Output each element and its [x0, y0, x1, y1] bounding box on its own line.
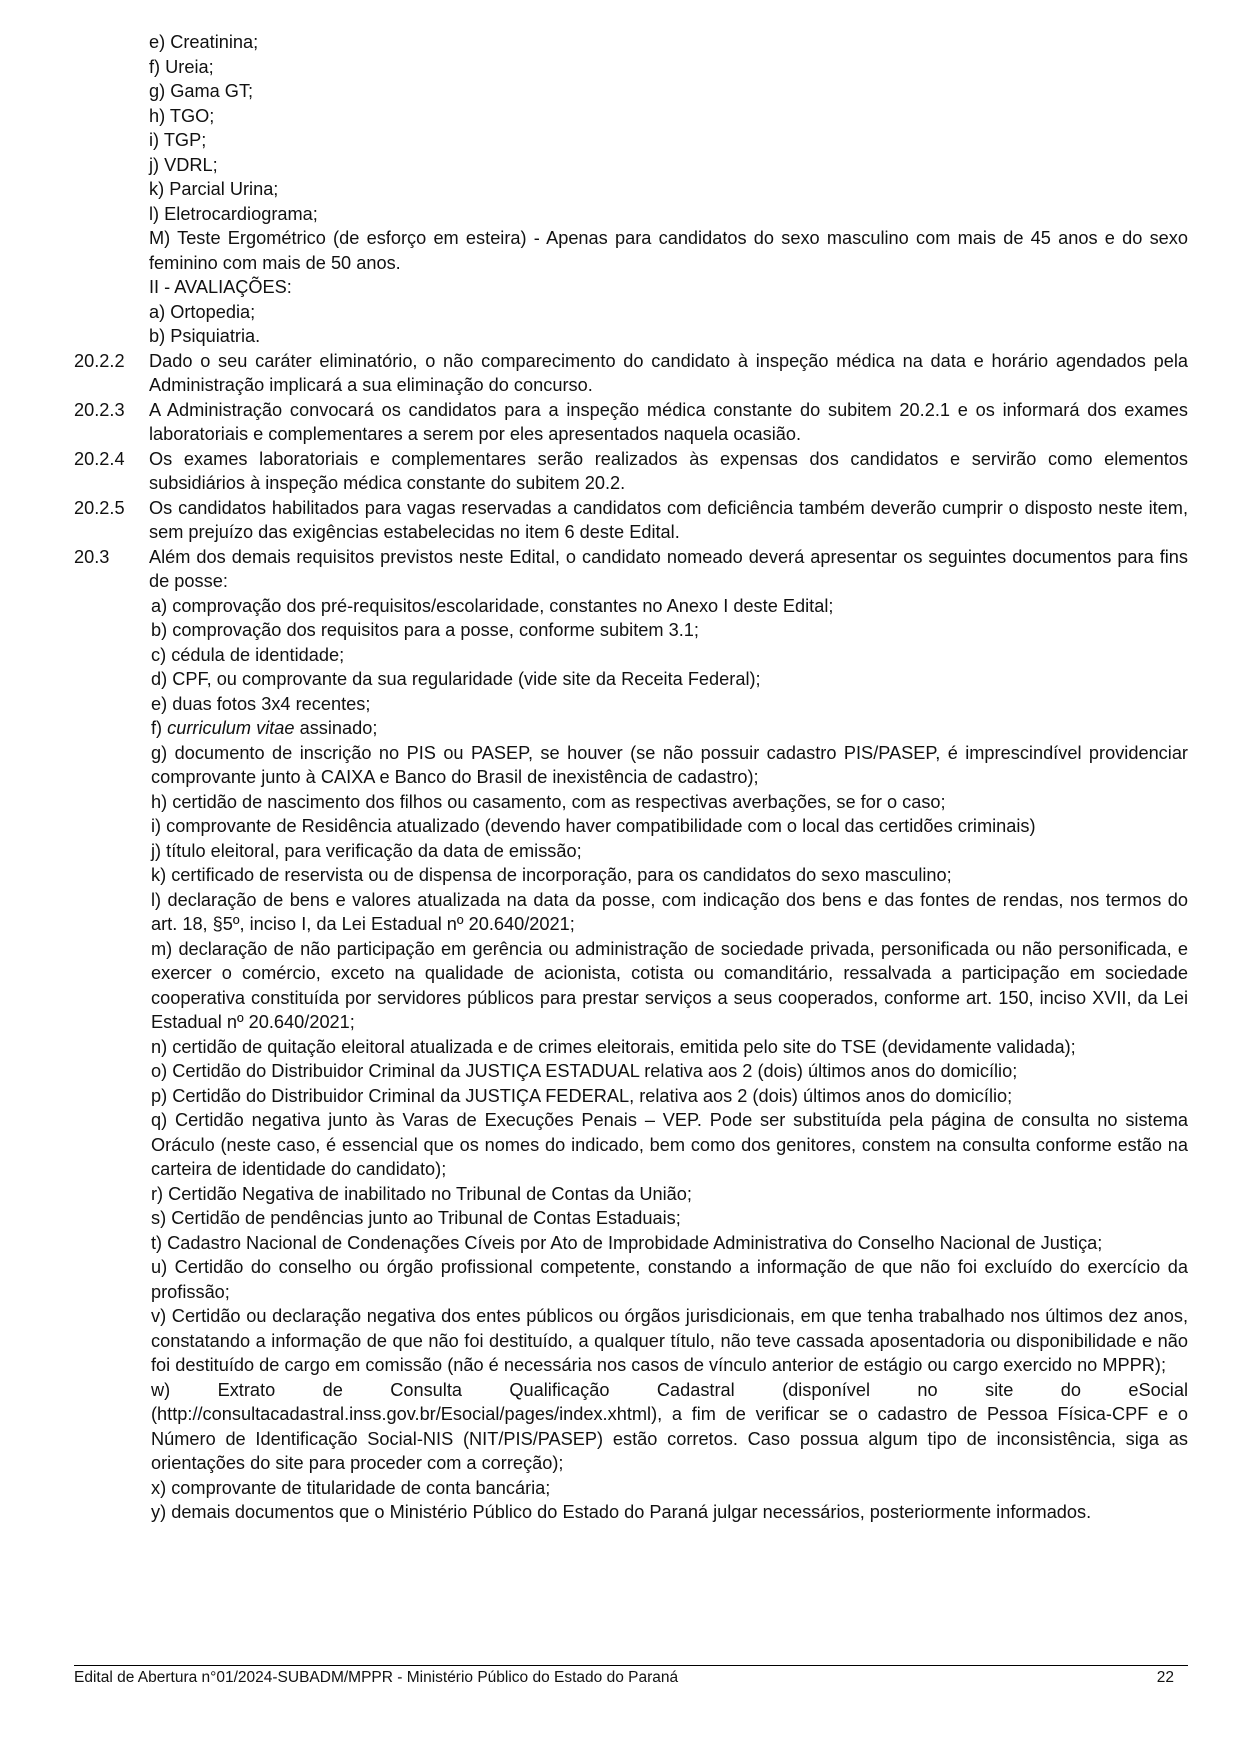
exam-item: M) Teste Ergométrico (de esforço em esteira) - Apenas para candidatos do sexo masculino com mais de 45 anos e do sexo feminino com mais de 50 anos.	[149, 228, 1188, 273]
document-item-b: b) comprovação dos requisitos para a posse, conforme subitem 3.1;	[151, 620, 699, 640]
section-number: 20.3	[74, 546, 110, 567]
exam-item: k) Parcial Urina;	[149, 179, 279, 199]
exam-item: j) VDRL;	[149, 154, 218, 175]
document-item-l: l) declaração de bens e valores atualizada na data da posse, com indicação dos bens e das fontes de rendas, nos termos do art. 18, §5º, inciso I, da Lei Estadual nº 20.640/2021;	[151, 889, 1188, 934]
document-item-r: r) Certidão Negativa de inabilitado no Tribunal de Contas da União;	[151, 1183, 692, 1204]
section-number: 20.2.3	[74, 399, 125, 420]
evaluation-item: a) Ortopedia;	[149, 301, 256, 322]
evaluation-item: b) Psiquiatria.	[149, 326, 261, 346]
document-item-y: y) demais documentos que o Ministério Público do Estado do Paraná julgar necessários, posteriormente informados.	[151, 1502, 1092, 1522]
section-text: Além dos demais requisitos previstos neste Edital, o candidato nomeado deverá apresentar os seguintes documentos para fins de posse:	[149, 546, 1188, 591]
page-number: 22	[1156, 1669, 1174, 1686]
evaluations-heading: II - AVALIAÇÕES:	[149, 277, 292, 297]
document-item-f-italic: curriculum vitae	[167, 718, 295, 738]
section-text: A Administração convocará os candidatos para a inspeção médica constante do subitem 20.2.1 e os informará dos exames laboratoriais e complementares a serem por eles apresentados naquela ocasião.	[149, 399, 1188, 444]
document-item-w: w) Extrato de Consulta Qualificação Cadastral (disponível no site do eSocial (http://consultacadastral.inss.gov.br/Esocial/pages/index.xhtml), a fim de verificar se o cadastro de Pessoa Física-CPF e o Número de Identificação Social-NIS (NIT/PIS/PASEP) estão corretos. Caso possua algum tipo de inconsistência, siga as orientações do site para proceder com a correção);	[151, 1379, 1188, 1473]
page-footer	[74, 1669, 1188, 1687]
footer-divider	[74, 1665, 1188, 1666]
document-item-g: g) documento de inscrição no PIS ou PASEP, se houver (se não possuir cadastro PIS/PASEP, é imprescindível providenciar comprovante junto à CAIXA e Banco do Brasil de inexistência de cadastro);	[151, 742, 1188, 787]
document-item-f-prefix: f)	[151, 718, 168, 738]
page-content	[74, 30, 1188, 1525]
document-item-x: x) comprovante de titularidade de conta bancária;	[151, 1477, 551, 1498]
document-item-t: t) Cadastro Nacional de Condenações Cíveis por Ato de Improbidade Administrativa do Conselho Nacional de Justiça;	[151, 1232, 1103, 1253]
exam-list	[74, 30, 1188, 275]
section-text: Os exames laboratoriais e complementares serão realizados às expensas dos candidatos e servirão como elementos subsidiários à inspeção médica constante do subitem 20.2.	[149, 448, 1188, 493]
exam-item: g) Gama GT;	[149, 81, 254, 101]
section-20-2-3	[74, 398, 1188, 447]
exam-item: f) Ureia;	[149, 56, 214, 77]
document-item-q: q) Certidão negativa junto às Varas de Execuções Penais – VEP. Pode ser substituída pela página de consulta no sistema Oráculo (neste caso, é essencial que os nomes do indicado, bem como dos genitores, constem na consulta conforme estão na carteira de identidade do candidato);	[151, 1110, 1188, 1179]
document-item-f	[74, 716, 1188, 741]
document-item-p: p) Certidão do Distribuidor Criminal da JUSTIÇA FEDERAL, relativa aos 2 (dois) últimos anos do domicílio;	[151, 1085, 1013, 1106]
document-item-d: d) CPF, ou comprovante da sua regularidade (vide site da Receita Federal);	[151, 669, 761, 689]
document-item-n: n) certidão de quitação eleitoral atualizada e de crimes eleitorais, emitida pelo site do TSE (devidamente validada);	[151, 1036, 1076, 1057]
document-item-j: j) título eleitoral, para verificação da data de emissão;	[151, 840, 582, 861]
exam-item: l) Eletrocardiograma;	[149, 203, 318, 224]
documents-list	[74, 594, 1188, 1525]
section-text: Os candidatos habilitados para vagas reservadas a candidatos com deficiência também deverão cumprir o disposto neste item, sem prejuízo das exigências estabelecidas no item 6 deste Edital.	[149, 497, 1188, 542]
document-item-m: m) declaração de não participação em gerência ou administração de sociedade privada, personificada ou não personificada, e exercer o comércio, exceto na qualidade de acionista, cotista ou comanditário, ressalvada a participação em sociedade cooperativa constituída por servidores públicos para prestar serviços a seus cooperados, conforme art. 150, inciso XVII, da Lei Estadual nº 20.640/2021;	[151, 938, 1188, 1032]
footer-text: Edital de Abertura n°01/2024-SUBADM/MPPR - Ministério Público do Estado do Paraná	[74, 1669, 679, 1686]
section-number: 20.2.2	[74, 350, 125, 371]
section-20-2-5	[74, 496, 1188, 545]
document-item-a: a) comprovação dos pré-requisitos/escolaridade, constantes no Anexo I deste Edital;	[151, 595, 834, 616]
document-item-v: v) Certidão ou declaração negativa dos entes públicos ou órgãos jurisdicionais, em que tenha trabalhado nos últimos dez anos, constatando a informação de que não foi destituído, a qualquer título, não teve cassada aposentadoria ou disponibilidade e não foi destituído de cargo em comissão (não é necessária nos casos de vínculo anterior de estágio ou cargo exercido no MPPR);	[151, 1306, 1188, 1375]
exam-item: i) TGP;	[149, 130, 207, 150]
exam-item: h) TGO;	[149, 105, 215, 126]
document-item-u: u) Certidão do conselho ou órgão profissional competente, constando a informação de que não foi excluído do exercício da profissão;	[151, 1257, 1188, 1302]
document-item-k: k) certificado de reservista ou de dispensa de incorporação, para os candidatos do sexo masculino;	[151, 865, 952, 885]
document-item-o: o) Certidão do Distribuidor Criminal da JUSTIÇA ESTADUAL relativa aos 2 (dois) últimos anos do domicílio;	[151, 1061, 1018, 1081]
section-number: 20.2.5	[74, 497, 125, 518]
document-item-h: h) certidão de nascimento dos filhos ou casamento, com as respectivas averbações, se for o caso;	[151, 791, 946, 812]
section-20-2-4	[74, 447, 1188, 496]
document-item-e: e) duas fotos 3x4 recentes;	[151, 693, 371, 714]
section-20-2-2	[74, 349, 1188, 398]
section-number: 20.2.4	[74, 448, 125, 469]
exam-item: e) Creatinina;	[149, 32, 259, 52]
document-item-c: c) cédula de identidade;	[151, 644, 345, 665]
evaluations-block	[74, 275, 1188, 349]
document-item-i: i) comprovante de Residência atualizado (devendo haver compatibilidade com o local das certidões criminais)	[151, 816, 1036, 836]
section-text: Dado o seu caráter eliminatório, o não comparecimento do candidato à inspeção médica na data e horário agendados pela Administração implicará a sua eliminação do concurso.	[149, 350, 1188, 395]
section-20-3	[74, 545, 1188, 594]
document-item-s: s) Certidão de pendências junto ao Tribunal de Contas Estaduais;	[151, 1208, 681, 1228]
document-item-f-suffix: assinado;	[294, 718, 378, 738]
